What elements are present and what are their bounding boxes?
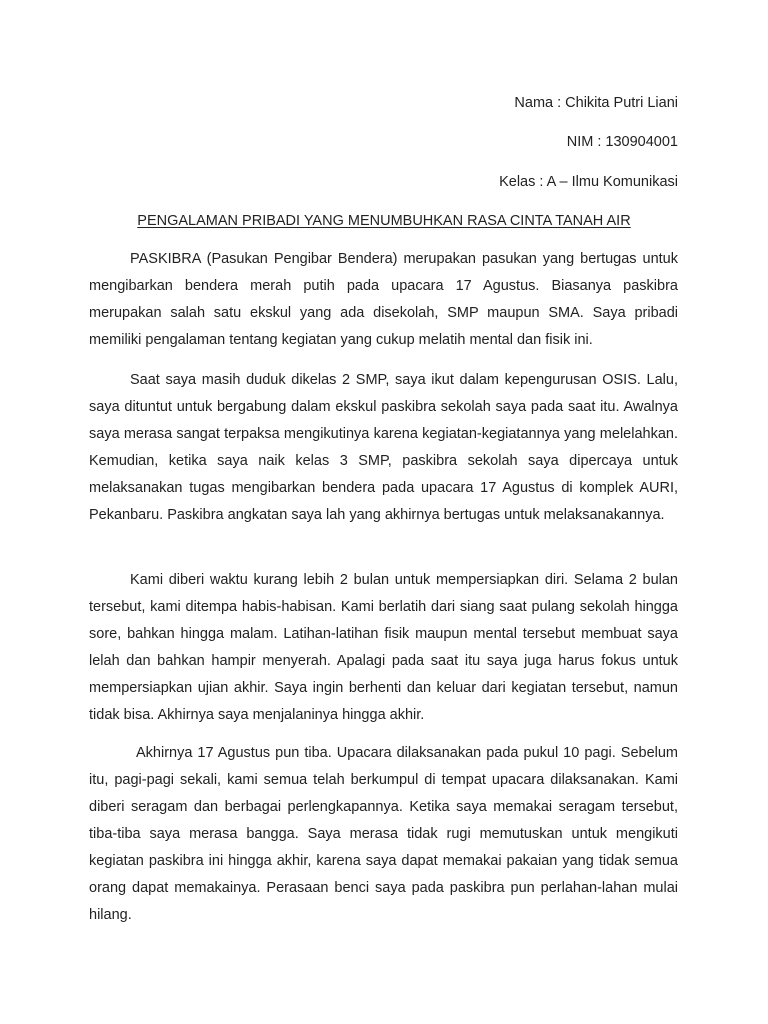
student-name: Nama : Chikita Putri Liani <box>514 95 678 111</box>
student-nim: NIM : 130904001 <box>566 134 678 150</box>
paragraph-2: Saat saya masih duduk dikelas 2 SMP, saya ikut dalam kepengurusan OSIS. Lalu, saya dituntut untuk bergabung dalam ekskul paskibra sekolah saya pada saat itu. Awalnya saya merasa sangat terpaksa mengikutinya karena kegiatan-kegiatannya yang melelahkan. Kemudian, ketika saya naik kelas 3 SMP, paskibra sekolah saya dipercaya untuk melaksanakan tugas mengibarkan bendera pada upacara 17 Agustus di komplek AURI, Pekanbaru. Paskibra angkatan saya lah yang akhirnya bertugas untuk melaksanakannya. <box>89 372 678 523</box>
document-title: PENGALAMAN PRIBADI YANG MENUMBUHKAN RASA CINTA TANAH AIR <box>137 213 631 229</box>
student-class: Kelas : A – Ilmu Komunikasi <box>499 174 678 190</box>
paragraph-1: PASKIBRA (Pasukan Pengibar Bendera) merupakan pasukan yang bertugas untuk mengibarkan bendera merah putih pada upacara 17 Agustus. Biasanya paskibra merupakan salah satu ekskul yang ada disekolah, SMP maupun SMA. Saya pribadi memiliki pengalaman tentang kegiatan yang cukup melatih mental dan fisik ini. <box>89 251 678 348</box>
paragraph-4: Akhirnya 17 Agustus pun tiba. Upacara dilaksanakan pada pukul 10 pagi. Sebelum itu, pagi-pagi sekali, kami semua telah berkumpul di tempat upacara dilaksanakan. Kami diberi seragam dan berbagai perlengkapannya. Ketika saya memakai seragam tersebut, tiba-tiba saya merasa bangga. Saya merasa tidak rugi memutuskan untuk mengikuti kegiatan paskibra ini hingga akhir, karena saya dapat memakai pakaian yang tidak semua orang dapat memakainya. Perasaan benci saya pada paskibra pun perlahan-lahan mulai hilang. <box>89 745 678 923</box>
paragraph-3: Kami diberi waktu kurang lebih 2 bulan untuk mempersiapkan diri. Selama 2 bulan tersebut, kami ditempa habis-habisan. Kami berlatih dari siang saat pulang sekolah hingga sore, bahkan hingga malam. Latihan-latihan fisik maupun mental tersebut membuat saya lelah dan bahkan hampir menyerah. Apalagi pada saat itu saya juga harus fokus untuk mempersiapkan ujian akhir. Saya ingin berhenti dan keluar dari kegiatan tersebut, namun tidak bisa. Akhirnya saya menjalaninya hingga akhir. <box>89 572 678 723</box>
